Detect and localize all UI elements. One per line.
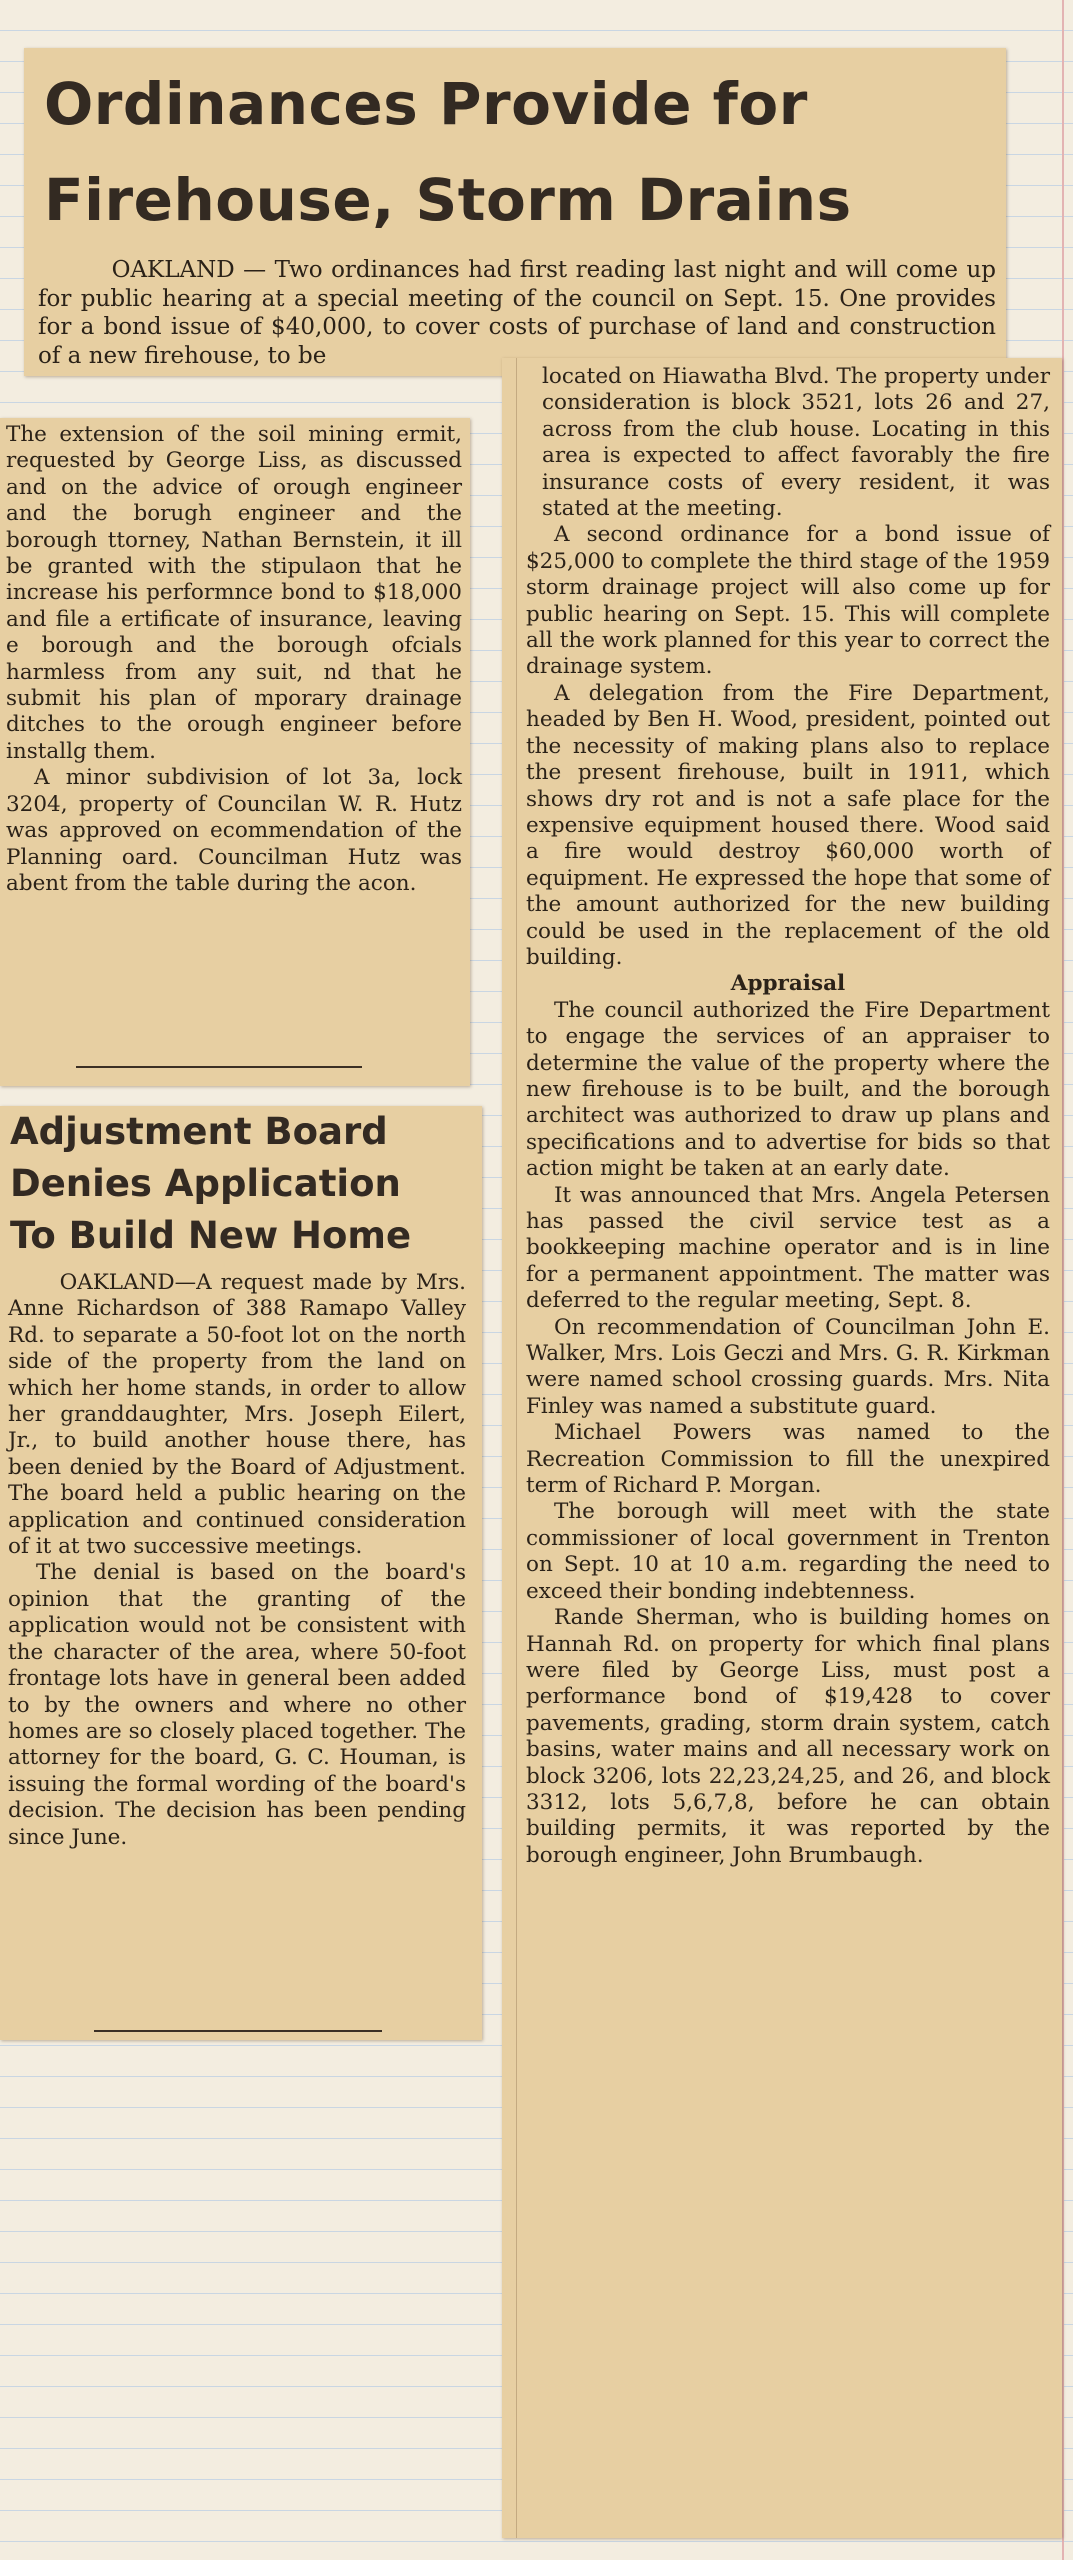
left-column-end-rule — [76, 1066, 362, 1068]
paragraph-recreation: Michael Powers was named to the Recreation Commission to fill the unexpired term of Richard P. Morgan. — [526, 1420, 1050, 1499]
second-headline — [10, 1106, 411, 1262]
second-article-body — [8, 1270, 466, 1851]
notebook-margin-line — [1062, 0, 1064, 2560]
second-article-end-rule — [94, 2030, 382, 2032]
second-article-clipping — [0, 1106, 482, 2040]
paragraph-appraiser: The council authorized the Fire Department to engage the services of an appraiser to determine the value of the property where the new firehouse is to be built, and the borough architect was authorized to draw up plans and specifications and to advertise for bids so that action might be taken at an early date. — [526, 997, 1050, 1182]
paragraph-storm-drain-bond: A second ordinance for a bond issue of $25,000 to complete the third stage of the 1959 storm drainage project will also come up for public hearing on Sept. 15. This will complete all the work planned for this year to correct the drainage system. — [526, 522, 1050, 680]
left-column-clipping — [0, 418, 470, 1086]
left-column — [6, 422, 462, 897]
main-headline-line-2: Firehouse, Storm Drains — [44, 166, 852, 234]
paragraph-fire-delegation: A delegation from the Fire Department, headed by Ben H. Wood, president, pointed out the necessity of making plans also to replace the present firehouse, built in 1911, which shows dry rot and is not a safe place for the expensive equipment housed there. Wood said a fire would destroy $60,000 worth of equipment. He expressed the hope that some of the amount authorized for the new building could be used in the replacement of the old building. — [526, 680, 1050, 970]
main-headline — [44, 56, 852, 248]
main-headline-line-1: Ordinances Provide for — [44, 70, 808, 138]
paragraph-firehouse-location: located on Hiawatha Blvd. The property under consideration is block 3521, lots 26 and 27, across from the club house. Locating in this area is expected to affect favorably the fire insurance costs of every resident, it was stated at the meeting. — [542, 364, 1050, 522]
second-headline-line-1: Adjustment Board — [10, 1110, 388, 1153]
headline-clipping — [24, 48, 1006, 376]
paragraph-subdivision: A minor subdivision of lot 3a, lock 3204, property of Councilan W. R. Hutz was approved on ecommendation of the Planning oard. Councilman Hutz was abent from the table during the acon. — [6, 765, 462, 896]
paragraph-trenton: The borough will meet with the state commissioner of local government in Trenton on Sept. 10 at 10 a.m. regarding the need to exceed their bonding indebtenness. — [526, 1499, 1050, 1604]
second-headline-line-3: To Build New Home — [10, 1214, 412, 1257]
paragraph-sherman: Rande Sherman, who is building homes on Hannah Rd. on property for which final plans were filed by George Liss, must post a performance bond of $19,428 to cover pavements, grading, storm drain system, catch basins, water mains and all necessary work on block 3206, lots 22,23,24,25, and 26, and block 3312, lots 5,6,7,8, before he can obtain building permits, it was reported by the borough engineer, John Brumbaugh. — [526, 1605, 1050, 1868]
paragraph-petersen: It was announced that Mrs. Angela Petersen has passed the civil service test as a bookkeeping machine operator and is in line for a permanent appointment. The matter was deferred to the regular meeting, Sept. 8. — [526, 1182, 1050, 1314]
right-column-clipping — [502, 358, 1062, 2538]
lead-paragraph: OAKLAND — Two ordinances had first reading last night and will come up for public hearing at a special meeting of the council on Sept. 15. One provides for a bond issue of $40,000, to cover costs of purchase of land and construction of a new firehouse, to be — [38, 257, 996, 369]
paragraph-soil-mining: The extension of the soil mining ermit, requested by George Liss, as discussed and on the advice of orough engineer and the borugh engineer and the borough ttorney, Nathan Bernstein, it ill be granted with the stipulaon that he increase his performnce bond to $18,000 and file a ertificate of insurance, leaving e borough and the borough ofcials harmless from any suit, nd that he submit his plan of mporary drainage ditches to the orough engineer before installg them. — [6, 422, 462, 764]
paragraph-richardson: OAKLAND—A request made by Mrs. Anne Richardson of 388 Ramapo Valley Rd. to separate a 50-foot lot on the north side of the property from the land on which her home stands, in order to allow her granddaughter, Mrs. Joseph Eilert, Jr., to build another house there, has been denied by the Board of Adjustment. The board held a public hearing on the application and continued consideration of it at two successive meetings. — [8, 1270, 466, 1560]
subhead-appraisal: Appraisal — [730, 971, 846, 997]
paragraph-crossing-guards: On recommendation of Councilman John E. Walker, Mrs. Lois Geczi and Mrs. G. R. Kirkman were named school crossing guards. Mrs. Nita Finley was named a substitute guard. — [526, 1314, 1050, 1419]
right-column — [526, 364, 1050, 1869]
second-headline-line-2: Denies Application — [10, 1162, 401, 1205]
main-article-lead — [38, 256, 996, 370]
paragraph-denial: The denial is based on the board's opinion that the granting of the application would not be consistent with the character of the area, where 50-foot frontage lots have in general been added to by the owners and where no other homes are so closely placed together. The attorney for the board, G. C. Houman, is issuing the formal wording of the board's decision. The decision has been pending since June. — [8, 1560, 466, 1850]
